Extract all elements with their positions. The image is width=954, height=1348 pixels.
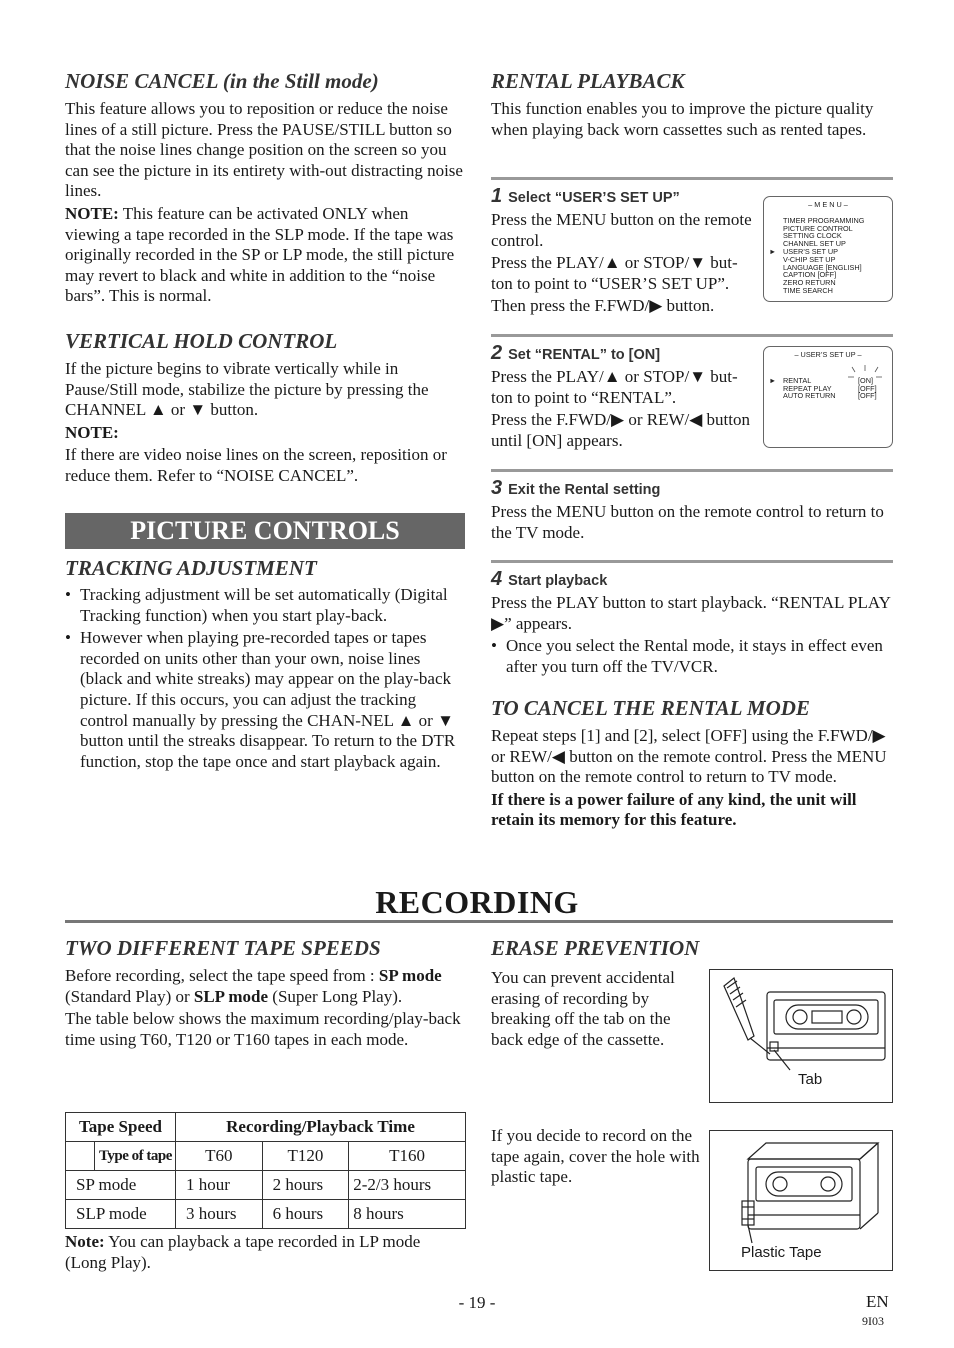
recording-rule [65, 920, 893, 923]
step-bullets [491, 636, 893, 677]
table-cell: 3 hours [176, 1200, 263, 1229]
menu-item: LANGUAGE [ENGLISH] [783, 262, 862, 272]
step-line: Then press the F.FWD/▶ button. [491, 296, 715, 316]
note-label: NOTE: [65, 203, 119, 223]
tab-figure [709, 969, 893, 1103]
tape-speeds-paragraph: Before recording, select the tape speed from : SP mode (Standard Play) or SLP mode (Super Long Play). [65, 966, 442, 1006]
tracking-bullet: • Tracking adjustment will be set automatically (Digital Tracking function) when you start play-back. [65, 585, 465, 626]
flashing-highlight-icon [845, 365, 885, 395]
vertical-hold-note-label: NOTE: [65, 422, 119, 442]
step-title [491, 477, 893, 501]
menu-screen-list [769, 215, 892, 295]
cancel-rental-section [491, 696, 893, 831]
step-number: 2 [491, 342, 503, 364]
cancel-rental-heading: TO CANCEL THE RENTAL MODE [491, 696, 810, 720]
rental-heading: RENTAL PLAYBACK [491, 69, 685, 93]
step-line: Press the PLAY button to start playback. “RENTAL PLAY ▶” appears. [491, 593, 891, 633]
vertical-hold-heading: VERTICAL HOLD CONTROL [65, 329, 338, 353]
noise-cancel-section [65, 69, 465, 307]
noise-cancel-paragraph: This feature allows you to reposition or reduce the noise lines of a still picture. Press the PAUSE/STILL button so that the noise lines change position on the screen so you can see the picture in its entirety with-out distracting noise lines. [65, 99, 463, 201]
table-header-speed: Tape Speed [66, 1113, 176, 1142]
table-cell: 6 hours [262, 1200, 349, 1229]
table-mode-cell: SP mode [66, 1171, 176, 1200]
rental-section [491, 69, 893, 140]
rental-intro: This function enables you to improve the picture quality when playing back worn cassettes such as rented tapes. [491, 99, 874, 139]
table-cell: 1 hour [176, 1171, 263, 1200]
setting-value: [OFF] [858, 383, 877, 393]
menu-item-selected: ► USER’S SET UP [769, 246, 839, 256]
step-line: Press the PLAY/▲ or STOP/▼ but-ton to point to “RENTAL”. [491, 367, 738, 407]
step-line: Press the PLAY/▲ or STOP/▼ but-ton to point to “USER’S SET UP”. [491, 253, 738, 293]
menu-item: V-CHIP SET UP [783, 254, 836, 264]
menu-item: CHANNEL SET UP [783, 239, 846, 249]
table-row [66, 1200, 466, 1229]
vertical-hold-note-text: If there are video noise lines on the screen, reposition or reduce them. Refer to “NOISE CANCEL”. [65, 445, 447, 485]
step-number: 3 [491, 477, 503, 499]
tape-speeds-paragraph-2: The table below shows the maximum recording/play-back time using T60, T120 or T160 tapes in each mode. [65, 1009, 461, 1049]
note-text: This feature can be activated ONLY when viewing a tape recorded in the SLP mode. If the tape was originally recorded in the SP or LP mode, the still picture may revert to black and white in addition to the “noise bars”. This is normal. [65, 203, 455, 306]
plastic-tape-figure [709, 1130, 893, 1271]
document-code: 9I03 [862, 1314, 884, 1328]
rental-step-3 [491, 469, 893, 543]
users-setup-screen [763, 346, 893, 448]
step-line: Press the MENU button on the remote control to return to the TV mode. [491, 502, 884, 542]
users-setup-item: AUTO RETURN [783, 391, 836, 401]
table-row [66, 1171, 466, 1200]
menu-item: PICTURE CONTROL [783, 223, 853, 233]
table-cell: 2 hours [262, 1171, 349, 1200]
recording-title: RECORDING [375, 884, 579, 920]
table-type-cell: T120 [262, 1142, 349, 1171]
picture-controls-section [65, 513, 465, 772]
vertical-hold-section [65, 329, 465, 487]
menu-screen-title: – M E N U – [808, 200, 848, 209]
step-title [491, 568, 893, 592]
tracking-list [65, 585, 465, 772]
language-code: EN [866, 1292, 889, 1311]
step-title-text: Set “RENTAL” to [ON] [508, 347, 661, 363]
tracking-heading: TRACKING ADJUSTMENT [65, 556, 317, 580]
table-cell: 8 hours [349, 1200, 466, 1229]
lp-mode-note: Note: You can playback a tape recorded in LP mode (Long Play). [65, 1232, 421, 1272]
vertical-hold-paragraph: If the picture begins to vibrate vertically while in Pause/Still mode, stabilize the picture by pressing the CHANNEL ▲ or ▼ button. [65, 359, 429, 420]
erase-prevention-text: You can prevent accidental erasing of recording by breaking off the tab on the back edge of the cassette. [491, 968, 675, 1049]
setting-value: [OFF] [858, 391, 877, 401]
table-type-cell: T60 [176, 1142, 263, 1171]
table-type-cell: T160 [349, 1142, 466, 1171]
step-line: Press the F.FWD/▶ or REW/◀ button until [ON] appears. [491, 410, 751, 450]
plastic-tape-text: If you decide to record on the tape again, cover the hole with plastic tape. [491, 1126, 700, 1187]
step-title-text: Start playback [508, 573, 608, 589]
table-empty-cell [66, 1142, 95, 1171]
erase-prevention-section [491, 936, 893, 960]
menu-item: TIMER PROGRAMMING [783, 215, 865, 225]
noise-cancel-heading: NOISE CANCEL (in the Still mode) [65, 69, 379, 93]
step-number: 4 [491, 568, 503, 590]
table-header-row [66, 1113, 466, 1142]
table-type-label: Type of tape [95, 1142, 176, 1171]
rental-step-4 [491, 560, 893, 677]
menu-screen [763, 196, 893, 302]
tab-label: Tab [798, 1071, 823, 1088]
cursor-arrow-icon: ► [769, 375, 777, 385]
tape-speeds-heading: TWO DIFFERENT TAPE SPEEDS [65, 936, 381, 960]
table-cell: 2-2/3 hours [349, 1171, 466, 1200]
erase-prevention-heading: ERASE PREVENTION [491, 936, 700, 960]
step-title-text: Select “USER’S SET UP” [508, 190, 680, 206]
menu-item: TIME SEARCH [783, 285, 833, 295]
setting-value: [ON] [858, 375, 873, 385]
menu-item: ZERO RETURN [783, 278, 836, 288]
menu-item: CAPTION [OFF] [783, 270, 837, 280]
power-failure-note: If there is a power failure of any kind, the unit will retain its memory for this feature. [491, 789, 857, 830]
table-mode-cell: SLP mode [66, 1200, 176, 1229]
tape-speeds-section [65, 936, 465, 1050]
cursor-arrow-icon: ► [769, 246, 777, 256]
menu-item: SETTING CLOCK [783, 231, 842, 241]
recording-time-table [65, 1112, 466, 1229]
users-setup-item: REPEAT PLAY [783, 383, 832, 393]
tracking-bullet: • However when playing pre-recorded tapes or tapes recorded on units other than your own, noise lines (black and white streaks) may appear on the play-back picture. If this occurs, you can adjust the tracking control manually by pressing the CHAN-NEL ▲ or ▼ button until the streaks disappear. To return to the DTR function, stop the tape once and start playback again. [65, 628, 465, 772]
step-number: 1 [491, 185, 503, 207]
step-bullet: • Once you select the Rental mode, it stays in effect even after you turn off the TV/VCR. [491, 636, 893, 677]
step-title-text: Exit the Rental setting [508, 482, 661, 498]
plastic-tape-label: Plastic Tape [741, 1244, 822, 1261]
picture-controls-banner: PICTURE CONTROLS [65, 513, 465, 549]
users-setup-list [769, 375, 892, 401]
users-setup-item-selected: ► RENTAL [769, 375, 812, 385]
noise-cancel-note [65, 204, 465, 307]
table-header-time: Recording/Playback Time [176, 1113, 466, 1142]
users-setup-title: – USER’S SET UP – [794, 350, 862, 359]
cancel-rental-text: Repeat steps [1] and [2], select [OFF] using the F.FWD/▶ or REW/◀ button on the remote control. Press the MENU button on the remote control to return to TV mode. [491, 726, 887, 787]
page-number: - 19 - [458, 1293, 496, 1312]
table-type-row [66, 1142, 466, 1171]
step-line: Press the MENU button on the remote control. [491, 210, 752, 250]
